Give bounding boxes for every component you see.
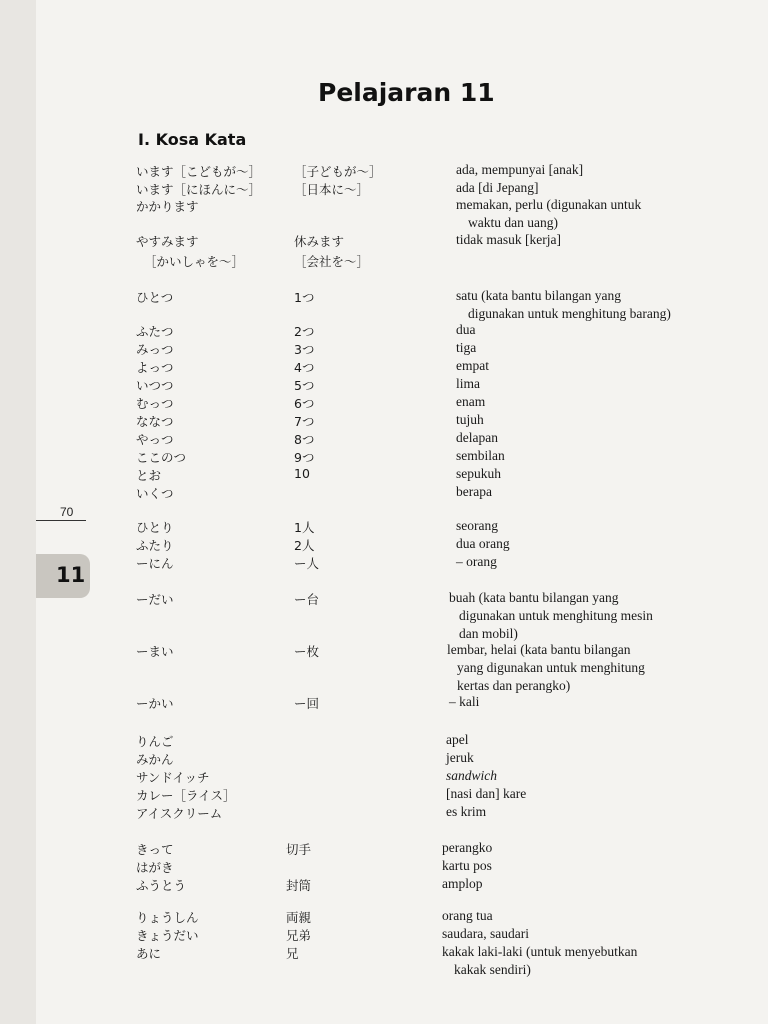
vocab-kana: やっつ: [136, 432, 174, 447]
vocab-kanji: ［子どもが〜］: [294, 164, 382, 179]
vocab-kana: ーにん: [136, 556, 174, 571]
vocab-meaning: seorang: [456, 518, 498, 533]
vocab-kana: ーかい: [136, 696, 174, 711]
vocab-meaning: sembilan: [456, 448, 505, 463]
vocab-meaning: delapan: [456, 430, 498, 445]
vocab-kana: みっつ: [136, 342, 174, 357]
vocab-meaning: tiga: [456, 340, 477, 355]
vocab-kana: ーだい: [136, 592, 174, 607]
page-number-rule: [36, 520, 86, 521]
vocab-meaning: ada [di Jepang]: [456, 180, 539, 195]
vocab-meaning: empat: [456, 358, 489, 373]
vocab-kana: よっつ: [136, 360, 174, 375]
vocab-kanji: 1人: [294, 520, 315, 535]
vocab-meaning: orang tua: [442, 908, 493, 923]
vocab-kana: みかん: [136, 752, 174, 767]
vocab-meaning: lima: [456, 376, 480, 391]
vocab-meaning: es krim: [446, 804, 487, 819]
vocab-meaning: enam: [456, 394, 486, 409]
vocab-kana: はがき: [136, 860, 174, 875]
vocab-kana: あに: [136, 946, 162, 961]
vocab-kana: ななつ: [136, 414, 174, 429]
vocab-kana: ひとつ: [136, 290, 174, 305]
vocab-kanji: ー人: [294, 556, 320, 571]
vocab-meaning: tidak masuk [kerja]: [456, 232, 561, 247]
vocab-kana: ふうとう: [136, 878, 187, 893]
vocab-meaning: sepukuh: [456, 466, 501, 481]
vocab-meaning: saudara, saudari: [442, 926, 529, 941]
vocab-kana: とお: [136, 468, 162, 483]
vocab-kana: ーまい: [136, 644, 174, 659]
vocab-meaning: – kali: [449, 694, 480, 709]
vocab-meaning: memakan, perlu (digunakan untuk: [456, 197, 642, 212]
vocab-meaning: waktu dan uang): [468, 215, 558, 230]
vocab-kanji: 7つ: [294, 414, 315, 429]
vocab-kanji: 両親: [286, 910, 312, 925]
vocab-meaning: apel: [446, 732, 469, 747]
vocab-kana: います［にほんに〜］: [136, 182, 262, 197]
vocab-meaning: kakak laki-laki (untuk menyebutkan: [442, 944, 638, 959]
vocab-kana: きょうだい: [136, 928, 199, 943]
vocab-meaning: ada, mempunyai [anak]: [456, 162, 584, 177]
vocab-meaning: sandwich: [446, 768, 498, 783]
vocab-kanji: 休みます: [294, 234, 345, 249]
vocab-kanji: 切手: [286, 842, 312, 857]
vocab-kanji: ［会社を〜］: [294, 254, 370, 269]
vocab-kana: いつつ: [136, 378, 174, 393]
vocab-kana: きって: [136, 842, 174, 857]
vocab-kanji: 2つ: [294, 324, 315, 339]
vocab-meaning: dua: [456, 322, 476, 337]
vocab-meaning: – orang: [456, 554, 497, 569]
vocab-meaning: satu (kata bantu bilangan yang: [456, 288, 621, 303]
vocab-kanji: 8つ: [294, 432, 315, 447]
vocab-kanji: 10: [294, 466, 310, 481]
vocab-kanji: 3つ: [294, 342, 315, 357]
vocab-meaning: perangko: [442, 840, 493, 855]
vocab-kanji: ー回: [294, 696, 320, 711]
vocab-meaning: berapa: [456, 484, 492, 499]
section-heading: I. Kosa Kata: [138, 130, 247, 149]
vocab-kana: かかります: [136, 199, 199, 214]
vocab-meaning: kartu pos: [442, 858, 492, 873]
vocab-kanji: 4つ: [294, 360, 315, 375]
lesson-title: Pelajaran 11: [318, 78, 495, 107]
vocab-kana: サンドイッチ: [136, 770, 210, 785]
vocab-kanji: ［日本に〜］: [294, 182, 370, 197]
vocab-kanji: ー台: [294, 592, 320, 607]
vocab-meaning: lembar, helai (kata bantu bilangan: [447, 642, 631, 657]
vocab-meaning: [nasi dan] kare: [446, 786, 527, 801]
vocab-kanji: 2人: [294, 538, 315, 553]
vocab-meaning: dan mobil): [459, 626, 518, 641]
vocab-meaning: kertas dan perangko): [457, 678, 571, 693]
vocab-kana: いくつ: [136, 486, 174, 501]
vocab-meaning: tujuh: [456, 412, 484, 427]
vocab-kana: やすみます: [136, 234, 199, 249]
vocab-kanji: 6つ: [294, 396, 315, 411]
vocab-kana: カレー［ライス］: [136, 788, 236, 803]
vocab-kanji: 封筒: [286, 878, 312, 893]
vocab-kana: むっつ: [136, 396, 174, 411]
vocab-kana: りんご: [136, 734, 174, 749]
vocab-meaning: digunakan untuk menghitung barang): [468, 306, 671, 321]
vocab-meaning: amplop: [442, 876, 483, 891]
vocab-kana: ［かいしゃを〜］: [144, 254, 245, 269]
vocab-kanji: 1つ: [294, 290, 315, 305]
vocab-meaning: dua orang: [456, 536, 510, 551]
page-number: 70: [60, 505, 74, 519]
vocab-kana: ひとり: [136, 520, 174, 535]
vocab-kanji: 兄: [286, 946, 299, 961]
vocab-kanji: 9つ: [294, 450, 315, 465]
vocab-kanji: 兄弟: [286, 928, 312, 943]
page-gutter: [0, 0, 36, 1024]
vocab-kanji: 5つ: [294, 378, 315, 393]
vocab-kana: います［こどもが〜］: [136, 164, 262, 179]
vocab-kana: ふたつ: [136, 324, 174, 339]
vocab-kana: ふたり: [136, 538, 174, 553]
vocab-kana: ここのつ: [136, 450, 187, 465]
chapter-tab-number: 11: [56, 563, 86, 587]
vocab-meaning: jeruk: [446, 750, 474, 765]
vocab-kana: りょうしん: [136, 910, 199, 925]
vocab-meaning: kakak sendiri): [454, 962, 531, 977]
vocab-meaning: buah (kata bantu bilangan yang: [449, 590, 619, 605]
vocab-kana: アイスクリーム: [136, 806, 223, 821]
vocab-kanji: ー枚: [294, 644, 320, 659]
vocab-meaning: digunakan untuk menghitung mesin: [459, 608, 653, 623]
vocab-meaning: yang digunakan untuk menghitung: [457, 660, 645, 675]
